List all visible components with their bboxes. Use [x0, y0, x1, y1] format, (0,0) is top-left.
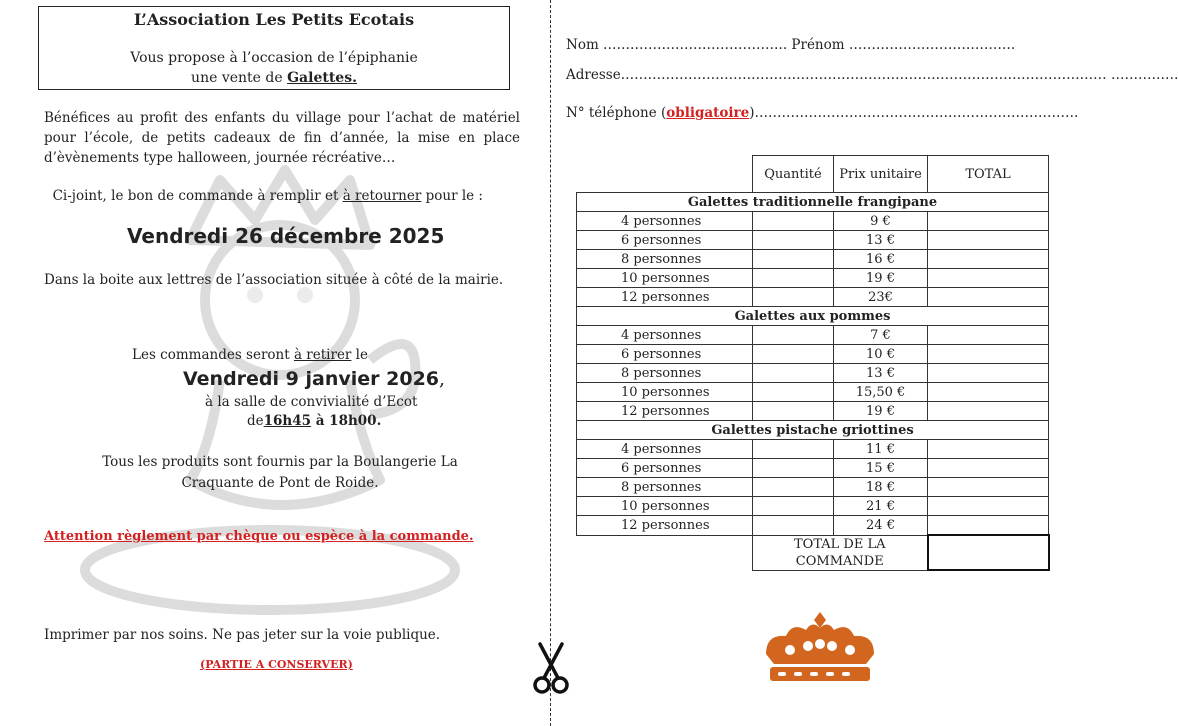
- return-text-underlined: à retourner: [342, 188, 422, 204]
- benefits-paragraph: Bénéfices au profit des enfants du village pour l’achat de matériel pour l’école, de petits cadeaux de fin d’année, la mise en place d’èvènements type halloween, journée récréative…: [44, 110, 520, 166]
- row-quantity-cell[interactable]: [753, 459, 834, 478]
- row-price: 18 €: [834, 478, 928, 497]
- row-total-cell[interactable]: [928, 269, 1049, 288]
- table-row: [577, 383, 1049, 402]
- row-total-cell[interactable]: [928, 288, 1049, 307]
- row-total-cell[interactable]: [928, 212, 1049, 231]
- row-size: 4 personnes: [577, 440, 753, 459]
- order-total-label: TOTAL DE LA COMMANDE: [753, 535, 928, 570]
- table-row: [577, 212, 1049, 231]
- pickup-time-a: de: [247, 413, 264, 429]
- pickup-date: [183, 368, 445, 390]
- table-row: [577, 250, 1049, 269]
- row-size: 6 personnes: [577, 231, 753, 250]
- row-price: 13 €: [834, 231, 928, 250]
- row-size: 12 personnes: [577, 288, 753, 307]
- table-row: [577, 345, 1049, 364]
- row-size: 12 personnes: [577, 516, 753, 536]
- row-quantity-cell[interactable]: [753, 402, 834, 421]
- association-title: L’Association Les Petits Ecotais: [133, 10, 415, 29]
- row-size: 12 personnes: [577, 402, 753, 421]
- order-table: [576, 155, 1050, 571]
- phone-label-b: )………………………………………………………………: [749, 105, 1079, 121]
- table-row: [577, 478, 1049, 497]
- row-quantity-cell[interactable]: [753, 269, 834, 288]
- attention-notice: Attention règlement par chèque ou espèce à la commande.: [44, 529, 474, 544]
- row-total-cell[interactable]: [928, 326, 1049, 345]
- galettes-word: Galettes.: [287, 70, 357, 86]
- pickup-time-b: 16h45: [263, 413, 312, 429]
- row-total-cell[interactable]: [928, 516, 1049, 536]
- products-paragraph: Tous les produits sont fournis par la Boulangerie La Craquante de Pont de Roide.: [102, 454, 458, 491]
- row-quantity-cell[interactable]: [753, 326, 834, 345]
- pickup-time: [247, 413, 381, 429]
- pickup-date-suffix: ,: [439, 368, 446, 390]
- row-size: 10 personnes: [577, 383, 753, 402]
- pickup-underlined: à retirer: [293, 347, 352, 363]
- row-total-cell[interactable]: [928, 250, 1049, 269]
- row-price: 23€: [834, 288, 928, 307]
- intro-line-1: Vous propose à l’occasion de l’épiphanie: [130, 50, 418, 66]
- row-total-cell[interactable]: [928, 402, 1049, 421]
- row-quantity-cell[interactable]: [753, 212, 834, 231]
- row-total-cell[interactable]: [928, 364, 1049, 383]
- phone-label-a: N° téléphone (: [566, 105, 667, 121]
- row-size: 8 personnes: [577, 478, 753, 497]
- intro-line-2: [39, 70, 509, 86]
- mailbox-paragraph: Dans la boite aux lettres de l’association située à côté de la mairie.: [44, 272, 504, 288]
- scissors-icon: [532, 640, 570, 696]
- name-field[interactable]: Nom ………………………………….. Prénom ……………………………….: [566, 37, 1016, 53]
- table-row: [577, 364, 1049, 383]
- row-total-cell[interactable]: [928, 383, 1049, 402]
- row-quantity-cell[interactable]: [753, 364, 834, 383]
- table-row: [577, 269, 1049, 288]
- row-total-cell[interactable]: [928, 478, 1049, 497]
- footer-keep-note: (PARTIE A CONSERVER): [200, 658, 353, 671]
- table-row: [577, 516, 1049, 536]
- row-quantity-cell[interactable]: [753, 250, 834, 269]
- row-quantity-cell[interactable]: [753, 478, 834, 497]
- order-total-box[interactable]: [928, 535, 1049, 570]
- row-quantity-cell[interactable]: [753, 497, 834, 516]
- row-total-cell[interactable]: [928, 459, 1049, 478]
- row-price: 24 €: [834, 516, 928, 536]
- phone-field[interactable]: [566, 105, 1079, 121]
- row-size: 6 personnes: [577, 459, 753, 478]
- crown-icon: [758, 612, 882, 684]
- cut-line-divider: [550, 0, 551, 726]
- row-quantity-cell[interactable]: [753, 231, 834, 250]
- row-price: 10 €: [834, 345, 928, 364]
- address-field[interactable]: Adresse……………………………………………………………………………………………… ……………: [566, 67, 1178, 83]
- table-row: [577, 326, 1049, 345]
- row-size: 4 personnes: [577, 326, 753, 345]
- col-header-quantity: Quantité: [753, 156, 834, 193]
- table-row: [577, 288, 1049, 307]
- row-quantity-cell[interactable]: [753, 383, 834, 402]
- row-quantity-cell[interactable]: [753, 288, 834, 307]
- row-price: 11 €: [834, 440, 928, 459]
- row-price: 7 €: [834, 326, 928, 345]
- row-size: 10 personnes: [577, 269, 753, 288]
- row-price: 19 €: [834, 402, 928, 421]
- table-row: [577, 440, 1049, 459]
- pickup-time-c: à 18h00.: [311, 413, 382, 429]
- row-size: 8 personnes: [577, 364, 753, 383]
- row-size: 10 personnes: [577, 497, 753, 516]
- section-title: Galettes traditionnelle frangipane: [577, 193, 1049, 212]
- return-text-b: pour le :: [421, 188, 483, 204]
- row-price: 16 €: [834, 250, 928, 269]
- table-row: [577, 402, 1049, 421]
- row-size: 4 personnes: [577, 212, 753, 231]
- row-price: 15,50 €: [834, 383, 928, 402]
- return-text-a: Ci-joint, le bon de commande à remplir et: [52, 188, 343, 204]
- return-paragraph: [44, 186, 520, 206]
- pickup-text-a: Les commandes seront: [132, 347, 294, 363]
- pickup-text-b: le: [351, 347, 368, 363]
- table-row: [577, 459, 1049, 478]
- return-date: Vendredi 26 décembre 2025: [127, 224, 445, 248]
- table-row: [577, 231, 1049, 250]
- row-quantity-cell[interactable]: [753, 440, 834, 459]
- row-total-cell[interactable]: [928, 497, 1049, 516]
- pickup-place: à la salle de convivialité d’Ecot: [205, 394, 418, 410]
- phone-required: obligatoire: [666, 105, 750, 121]
- pickup-date-text: Vendredi 9 janvier 2026: [183, 368, 440, 390]
- row-price: 13 €: [834, 364, 928, 383]
- row-size: 8 personnes: [577, 250, 753, 269]
- row-price: 21 €: [834, 497, 928, 516]
- row-total-cell[interactable]: [928, 231, 1049, 250]
- row-size: 6 personnes: [577, 345, 753, 364]
- intro-line-2-text: une vente de: [191, 70, 288, 86]
- row-price: 19 €: [834, 269, 928, 288]
- row-price: 15 €: [834, 459, 928, 478]
- row-quantity-cell[interactable]: [753, 345, 834, 364]
- table-row: [577, 497, 1049, 516]
- row-total-cell[interactable]: [928, 440, 1049, 459]
- header-box: [38, 6, 510, 90]
- footer-print-note: Imprimer par nos soins. Ne pas jeter sur la voie publique.: [44, 627, 441, 643]
- row-quantity-cell[interactable]: [753, 516, 834, 536]
- col-header-price: Prix unitaire: [834, 156, 928, 193]
- col-header-total: TOTAL: [928, 156, 1049, 193]
- row-total-cell[interactable]: [928, 345, 1049, 364]
- row-price: 9 €: [834, 212, 928, 231]
- section-title: Galettes aux pommes: [577, 307, 1049, 326]
- section-title: Galettes pistache griottines: [577, 421, 1049, 440]
